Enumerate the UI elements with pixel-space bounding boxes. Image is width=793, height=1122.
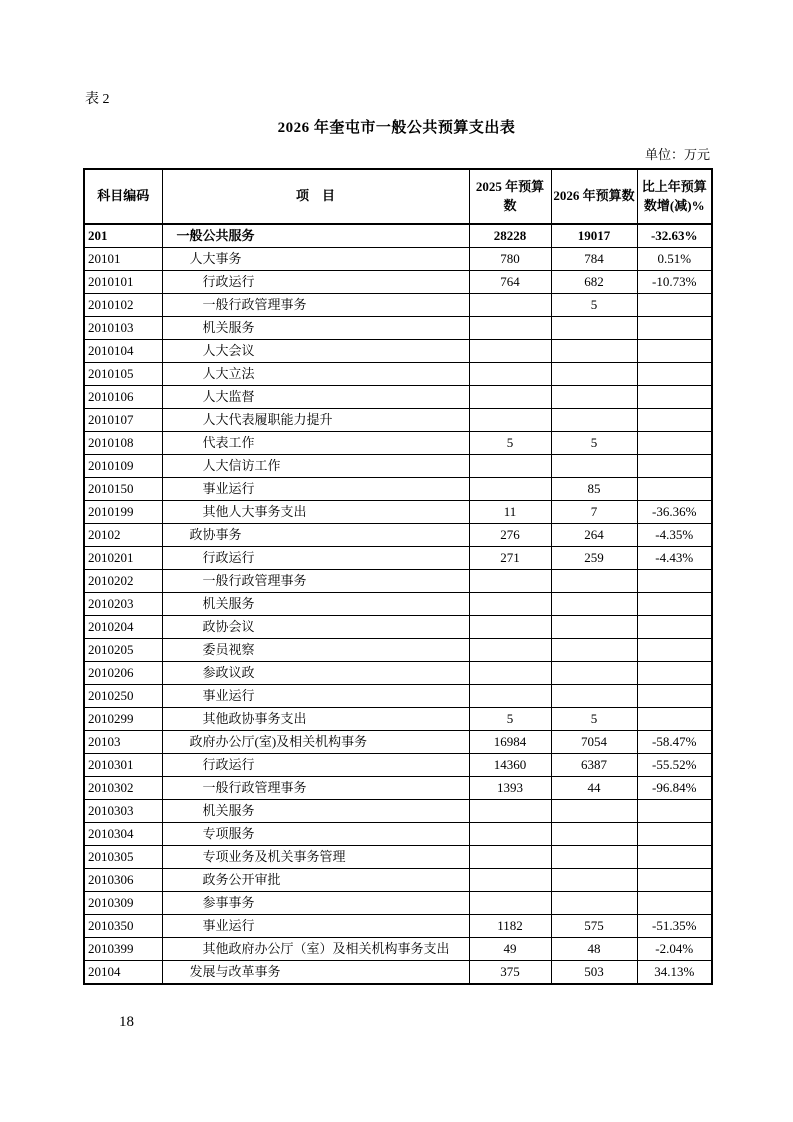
table-row: [84, 317, 712, 340]
cell-item: 一般公共服务: [162, 224, 469, 248]
cell-y2025: [469, 317, 551, 340]
cell-pct: 34.13%: [637, 961, 712, 985]
table-row: [84, 248, 712, 271]
table-row: [84, 409, 712, 432]
cell-pct: 0.51%: [637, 248, 712, 271]
cell-y2025: 271: [469, 547, 551, 570]
cell-item: 机关服务: [162, 593, 469, 616]
cell-item: 一般行政管理事务: [162, 294, 469, 317]
cell-item: 参政议政: [162, 662, 469, 685]
cell-item: 一般行政管理事务: [162, 777, 469, 800]
cell-item: 委员视察: [162, 639, 469, 662]
table-row: [84, 777, 712, 800]
cell-pct: [637, 708, 712, 731]
col-header-budget-2025: 2025 年预算数: [469, 169, 551, 224]
page-number: 18: [119, 1014, 134, 1030]
cell-item: 机关服务: [162, 317, 469, 340]
cell-code: 2010350: [84, 915, 162, 938]
table-row: [84, 455, 712, 478]
cell-item: 人大监督: [162, 386, 469, 409]
cell-code: 2010305: [84, 846, 162, 869]
cell-item: 人大信访工作: [162, 455, 469, 478]
cell-y2026: 784: [551, 248, 637, 271]
col-header-item: 项 目: [162, 169, 469, 224]
page-title: 2026 年奎屯市一般公共预算支出表: [277, 120, 516, 136]
cell-item: 专项服务: [162, 823, 469, 846]
cell-item: 事业运行: [162, 915, 469, 938]
cell-y2025: 375: [469, 961, 551, 985]
cell-y2026: 85: [551, 478, 637, 501]
cell-pct: [637, 593, 712, 616]
cell-y2026: [551, 455, 637, 478]
table-row: [84, 478, 712, 501]
cell-pct: -4.35%: [637, 524, 712, 547]
cell-y2026: [551, 685, 637, 708]
cell-y2026: [551, 639, 637, 662]
cell-y2025: [469, 455, 551, 478]
table-row: [84, 892, 712, 915]
cell-pct: [637, 616, 712, 639]
cell-y2026: 682: [551, 271, 637, 294]
cell-y2026: 7: [551, 501, 637, 524]
cell-pct: -55.52%: [637, 754, 712, 777]
cell-pct: [637, 639, 712, 662]
cell-y2026: [551, 409, 637, 432]
table-header-row: [84, 169, 712, 224]
cell-pct: [637, 317, 712, 340]
table-row: [84, 593, 712, 616]
col-header-subject-code: 科目编码: [84, 169, 162, 224]
cell-code: 2010399: [84, 938, 162, 961]
table-row: [84, 363, 712, 386]
cell-code: 2010109: [84, 455, 162, 478]
cell-item: 人大会议: [162, 340, 469, 363]
table-row: [84, 432, 712, 455]
cell-y2025: 16984: [469, 731, 551, 754]
cell-code: 20102: [84, 524, 162, 547]
cell-pct: [637, 340, 712, 363]
cell-y2025: 5: [469, 432, 551, 455]
cell-y2026: 503: [551, 961, 637, 985]
cell-y2026: 259: [551, 547, 637, 570]
cell-code: 2010303: [84, 800, 162, 823]
cell-y2025: [469, 685, 551, 708]
cell-y2025: 14360: [469, 754, 551, 777]
cell-y2025: 780: [469, 248, 551, 271]
table-row: [84, 915, 712, 938]
table-row: [84, 294, 712, 317]
cell-code: 2010205: [84, 639, 162, 662]
table-row: [84, 547, 712, 570]
cell-y2026: [551, 869, 637, 892]
cell-code: 2010202: [84, 570, 162, 593]
cell-y2026: [551, 340, 637, 363]
cell-code: 2010106: [84, 386, 162, 409]
cell-pct: [637, 846, 712, 869]
cell-y2025: [469, 846, 551, 869]
cell-code: 2010204: [84, 616, 162, 639]
cell-pct: [637, 432, 712, 455]
cell-y2026: 5: [551, 708, 637, 731]
cell-y2025: 1393: [469, 777, 551, 800]
cell-pct: -96.84%: [637, 777, 712, 800]
unit-label: 单位：万元: [644, 147, 710, 162]
cell-code: 2010101: [84, 271, 162, 294]
cell-code: 2010302: [84, 777, 162, 800]
table-row: [84, 961, 712, 985]
cell-y2025: 49: [469, 938, 551, 961]
cell-code: 2010206: [84, 662, 162, 685]
table-row: [84, 708, 712, 731]
table-row: [84, 731, 712, 754]
col-header-change-percent: 比上年预算数增(减)%: [637, 169, 712, 224]
cell-y2025: [469, 409, 551, 432]
budget-table: [83, 168, 713, 985]
cell-pct: [637, 800, 712, 823]
table-row: [84, 685, 712, 708]
table-row: [84, 271, 712, 294]
cell-item: 其他人大事务支出: [162, 501, 469, 524]
table-row: [84, 570, 712, 593]
cell-item: 行政运行: [162, 271, 469, 294]
cell-item: 一般行政管理事务: [162, 570, 469, 593]
cell-y2025: [469, 340, 551, 363]
table-row: [84, 524, 712, 547]
table-row: [84, 662, 712, 685]
table-row: [84, 340, 712, 363]
cell-code: 20101: [84, 248, 162, 271]
cell-y2026: [551, 386, 637, 409]
cell-y2025: [469, 386, 551, 409]
cell-y2025: [469, 478, 551, 501]
cell-item: 发展与改革事务: [162, 961, 469, 985]
cell-y2026: 575: [551, 915, 637, 938]
cell-item: 专项业务及机关事务管理: [162, 846, 469, 869]
cell-y2025: [469, 570, 551, 593]
cell-pct: [637, 892, 712, 915]
cell-item: 机关服务: [162, 800, 469, 823]
table-label: 表 2: [85, 92, 110, 107]
cell-y2026: 5: [551, 294, 637, 317]
cell-y2026: 5: [551, 432, 637, 455]
cell-pct: [637, 685, 712, 708]
cell-code: 2010104: [84, 340, 162, 363]
cell-pct: -2.04%: [637, 938, 712, 961]
cell-y2026: 7054: [551, 731, 637, 754]
table-row: [84, 616, 712, 639]
table-row: [84, 501, 712, 524]
cell-y2025: [469, 639, 551, 662]
cell-code: 2010105: [84, 363, 162, 386]
cell-y2026: [551, 662, 637, 685]
cell-code: 2010102: [84, 294, 162, 317]
cell-code: 2010301: [84, 754, 162, 777]
cell-code: 2010201: [84, 547, 162, 570]
cell-code: 2010306: [84, 869, 162, 892]
cell-item: 人大事务: [162, 248, 469, 271]
cell-pct: [637, 363, 712, 386]
cell-code: 2010199: [84, 501, 162, 524]
cell-code: 2010309: [84, 892, 162, 915]
cell-y2025: [469, 294, 551, 317]
cell-y2026: 48: [551, 938, 637, 961]
cell-pct: [637, 294, 712, 317]
cell-pct: -4.43%: [637, 547, 712, 570]
cell-y2026: [551, 823, 637, 846]
cell-item: 其他政协事务支出: [162, 708, 469, 731]
cell-y2025: 5: [469, 708, 551, 731]
cell-code: 20103: [84, 731, 162, 754]
cell-item: 事业运行: [162, 685, 469, 708]
cell-pct: [637, 662, 712, 685]
table-row: [84, 869, 712, 892]
cell-y2025: 276: [469, 524, 551, 547]
cell-y2025: [469, 363, 551, 386]
cell-code: 2010250: [84, 685, 162, 708]
cell-y2025: 1182: [469, 915, 551, 938]
cell-y2026: [551, 616, 637, 639]
cell-code: 2010304: [84, 823, 162, 846]
table-row: [84, 823, 712, 846]
cell-pct: -51.35%: [637, 915, 712, 938]
cell-y2026: [551, 570, 637, 593]
cell-y2025: 764: [469, 271, 551, 294]
cell-pct: [637, 869, 712, 892]
cell-pct: [637, 823, 712, 846]
cell-item: 其他政府办公厅（室）及相关机构事务支出: [162, 938, 469, 961]
cell-pct: -58.47%: [637, 731, 712, 754]
cell-item: 人大代表履职能力提升: [162, 409, 469, 432]
cell-y2025: 28228: [469, 224, 551, 248]
cell-code: 2010203: [84, 593, 162, 616]
cell-pct: -32.63%: [637, 224, 712, 248]
table-row: [84, 800, 712, 823]
cell-code: 20104: [84, 961, 162, 985]
cell-code: 2010150: [84, 478, 162, 501]
cell-item: 政府办公厅(室)及相关机构事务: [162, 731, 469, 754]
cell-y2026: 19017: [551, 224, 637, 248]
table-row: [84, 386, 712, 409]
table-row: [84, 938, 712, 961]
table-row: [84, 639, 712, 662]
cell-item: 政务公开审批: [162, 869, 469, 892]
cell-item: 行政运行: [162, 547, 469, 570]
cell-item: 行政运行: [162, 754, 469, 777]
cell-pct: [637, 386, 712, 409]
cell-item: 政协会议: [162, 616, 469, 639]
cell-y2026: [551, 846, 637, 869]
cell-item: 政协事务: [162, 524, 469, 547]
cell-y2026: 44: [551, 777, 637, 800]
cell-code: 2010107: [84, 409, 162, 432]
table-row: [84, 224, 712, 248]
cell-code: 201: [84, 224, 162, 248]
cell-y2026: [551, 800, 637, 823]
cell-code: 2010108: [84, 432, 162, 455]
cell-item: 事业运行: [162, 478, 469, 501]
cell-pct: -36.36%: [637, 501, 712, 524]
cell-pct: [637, 409, 712, 432]
cell-code: 2010299: [84, 708, 162, 731]
cell-code: 2010103: [84, 317, 162, 340]
cell-pct: [637, 478, 712, 501]
cell-y2025: [469, 892, 551, 915]
cell-y2026: [551, 593, 637, 616]
cell-pct: [637, 570, 712, 593]
cell-y2025: [469, 823, 551, 846]
cell-y2025: [469, 869, 551, 892]
cell-y2026: 6387: [551, 754, 637, 777]
col-header-budget-2026: 2026 年预算数: [551, 169, 637, 224]
cell-y2025: [469, 800, 551, 823]
cell-y2026: 264: [551, 524, 637, 547]
table-row: [84, 846, 712, 869]
cell-y2026: [551, 363, 637, 386]
cell-item: 人大立法: [162, 363, 469, 386]
cell-y2026: [551, 892, 637, 915]
cell-pct: -10.73%: [637, 271, 712, 294]
cell-pct: [637, 455, 712, 478]
cell-item: 参事事务: [162, 892, 469, 915]
cell-item: 代表工作: [162, 432, 469, 455]
cell-y2026: [551, 317, 637, 340]
cell-y2025: [469, 662, 551, 685]
cell-y2025: [469, 593, 551, 616]
table-row: [84, 754, 712, 777]
cell-y2025: 11: [469, 501, 551, 524]
cell-y2025: [469, 616, 551, 639]
